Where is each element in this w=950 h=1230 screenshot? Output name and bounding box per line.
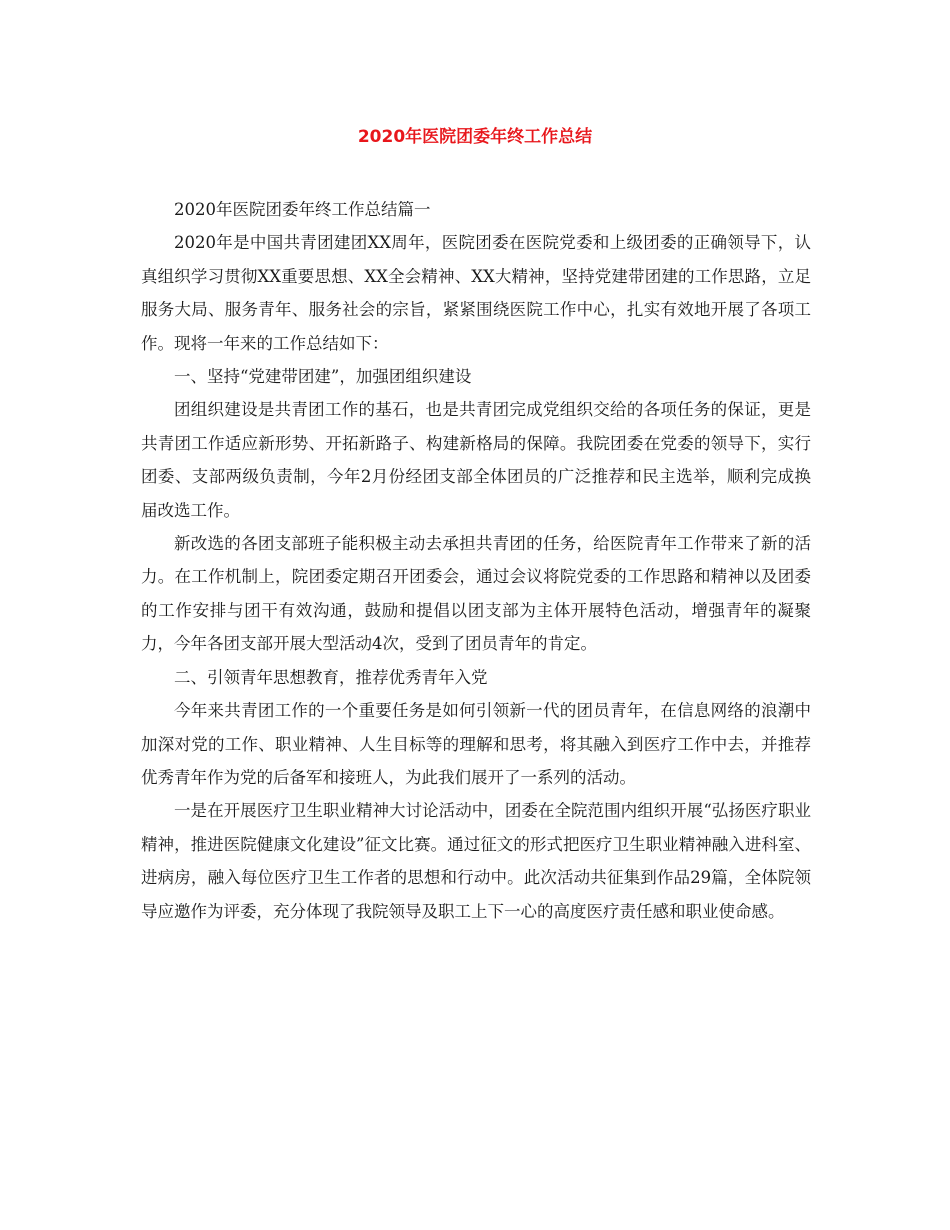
section-heading-1: 一、坚持“党建带团建”，加强团组织建设 xyxy=(174,367,472,387)
intro-paragraph: 2020年是中国共青团建团XX周年，医院团委在医院党委和上级团委的正确领导下，认真组织学习贯彻XX重要思想、XX全会精神、XX大精神，坚持党建带团建的工作思路，立足服务大局、服务青年、服务社会的宗旨，紧紧围绕医院工作中心，扎实有效地开展了各项工作。现将一年来的工作总结如下： xyxy=(141,233,811,353)
body-paragraph: 团组织建设是共青团工作的基石，也是共青团完成党组织交给的各项任务的保证，更是共青团工作适应新形势、开拓新路子、构建新格局的保障。我院团委在党委的领导下，实行团委、支部两级负责制，今年2月份经团支部全体团员的广泛推荐和民主选举，顺利完成换届改选工作。 xyxy=(141,400,811,520)
subtitle-paragraph: 2020年医院团委年终工作总结篇一 xyxy=(174,200,431,219)
body-paragraph: 今年来共青团工作的一个重要任务是如何引领新一代的团员青年，在信息网络的浪潮中加深对党的工作、职业精神、人生目标等的理解和思考，将其融入到医疗工作中去，并推荐优秀青年作为党的后备军和接班人，为此我们展开了一系列的活动。 xyxy=(141,701,811,787)
section-heading-2: 二、引领青年思想教育，推荐优秀青年入党 xyxy=(174,667,488,687)
document-body xyxy=(141,193,811,928)
body-paragraph: 新改选的各团支部班子能积极主动去承担共青团的任务，给医院青年工作带来了新的活力。在工作机制上，院团委定期召开团委会，通过会议将院党委的工作思路和精神以及团委的工作安排与团干有效沟通，鼓励和提倡以团支部为主体开展特色活动，增强青年的凝聚力，今年各团支部开展大型活动4次，受到了团员青年的肯定。 xyxy=(141,534,811,654)
document-title: 2020年医院团委年终工作总结 xyxy=(357,127,593,147)
body-paragraph: 一是在开展医疗卫生职业精神大讨论活动中，团委在全院范围内组织开展“弘扬医疗职业精神，推进医院健康文化建设”征文比赛。通过征文的形式把医疗卫生职业精神融入进科室、进病房，融入每位医疗卫生工作者的思想和行动中。此次活动共征集到作品29篇，全体院领导应邀作为评委，充分体现了我院领导及职工上下一心的高度医疗责任感和职业使命感。 xyxy=(141,801,811,921)
